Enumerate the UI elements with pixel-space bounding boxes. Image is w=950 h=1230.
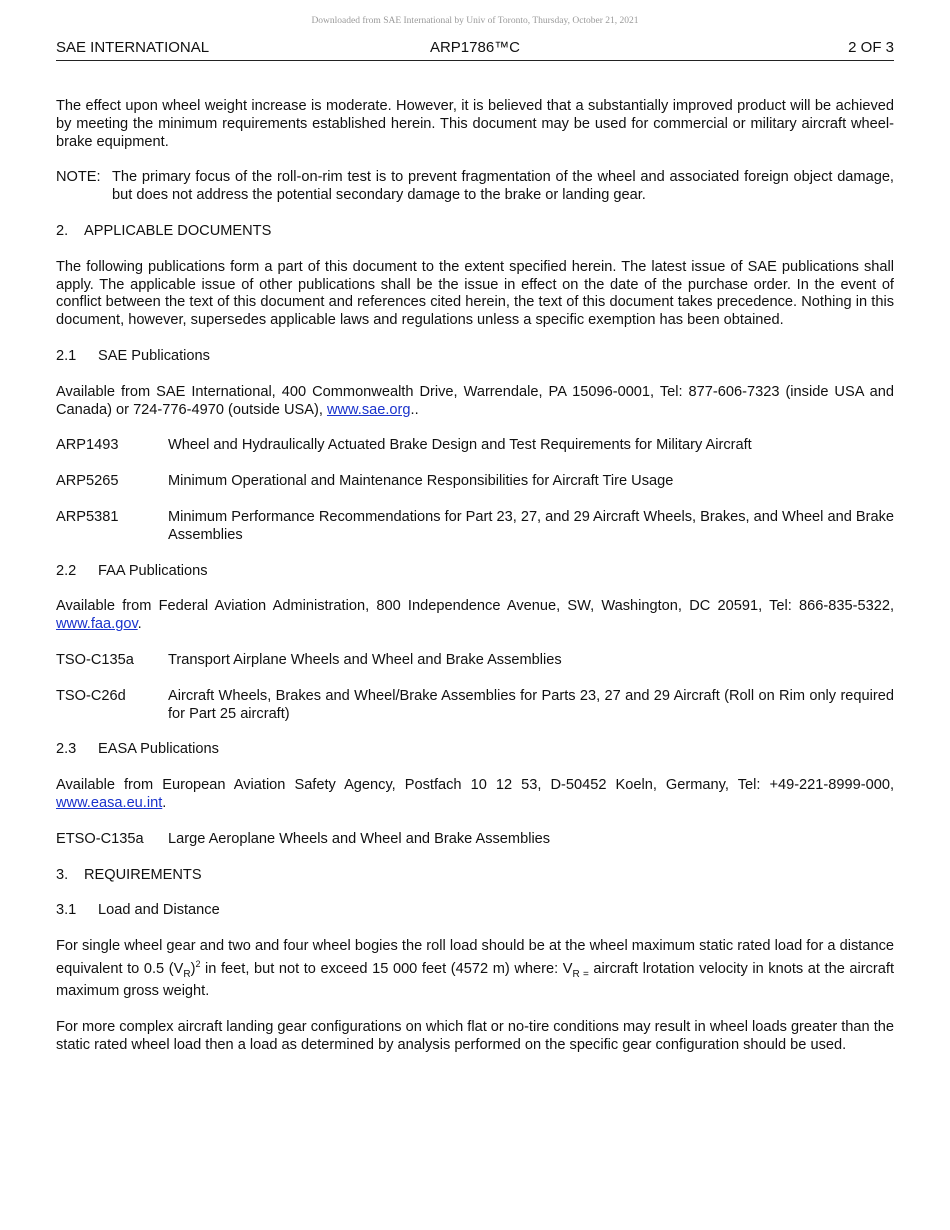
text-run: For single wheel gear and two and four wheel bogies the roll load should be at the wheel maximum static rated load for a distance equivalent to 0.5 (V	[56, 938, 894, 977]
note-block	[56, 169, 894, 205]
availability-tail: ..	[410, 401, 419, 418]
availability-tail: .	[162, 794, 167, 811]
section-3-heading	[56, 867, 894, 885]
text-run: in feet, but not to exceed 15 000 feet (4572 m) where: V	[200, 960, 573, 977]
availability-text: Available from Federal Aviation Administration, 800 Independence Avenue, SW, Washington, DC 20591, Tel: 866-835-5322,	[56, 598, 894, 615]
section-2-paragraph: The following publications form a part of this document to the extent specified herein. The latest issue of SAE publications shall apply. The applicable issue of other publications shall be the issue in effect on the date of the purchase order. In the event of conflict between the text of this document and references cited herein, the text of this document takes precedence. Nothing in this document, however, supersedes applicable laws and regulations unless a specific exemption has been obtained.	[56, 258, 894, 329]
section-title: APPLICABLE DOCUMENTS	[84, 222, 272, 239]
section-number: 3.1	[56, 902, 77, 919]
complex-gear-paragraph: For more complex aircraft landing gear configurations on which flat or no-tire conditions may result in wheel loads greater than the static rated wheel load then a load as determined by analysis performed on the specific gear configuration should be used.	[56, 1019, 894, 1054]
section-title: EASA Publications	[98, 741, 219, 758]
sae-availability	[56, 384, 894, 420]
ref-title: Transport Airplane Wheels and Wheel and Brake Assemblies	[168, 651, 562, 668]
text-run: aircraft lrotation velocity in knots at the aircraft maximum gross weight.	[56, 960, 894, 1000]
ref-code: TSO-C135a	[56, 651, 134, 668]
download-watermark: Downloaded from SAE International by Univ of Toronto, Thursday, October 21, 2021	[311, 16, 639, 26]
ref-item	[56, 437, 894, 455]
section-number: 3.	[56, 866, 69, 883]
ref-item	[56, 509, 894, 545]
header-org: SAE INTERNATIONAL	[56, 39, 210, 56]
ref-item	[56, 473, 894, 491]
document-body	[56, 98, 894, 1073]
section-2-3-heading	[56, 741, 894, 759]
ref-title: Minimum Performance Recommendations for Part 23, 27, and 29 Aircraft Wheels, Brakes, and Wheel and Brake Assemblies	[168, 508, 894, 543]
ref-title: Large Aeroplane Wheels and Wheel and Brake Assemblies	[168, 830, 551, 847]
ref-code: TSO-C26d	[56, 687, 126, 704]
header-doc-number: ARP1786™C	[429, 39, 521, 56]
section-title: FAA Publications	[98, 562, 208, 579]
section-2-1-heading	[56, 348, 894, 366]
easa-link[interactable]: www.easa.eu.int	[56, 794, 163, 811]
easa-availability	[56, 777, 894, 813]
section-number: 2.2	[56, 562, 77, 579]
section-2-2-heading	[56, 563, 894, 581]
section-3-1-heading	[56, 902, 894, 920]
availability-text: Available from SAE International, 400 Commonwealth Drive, Warrendale, PA 15096-0001, Tel: 877-606-7323 (inside USA and Canada) or 724-776-4970 (outside USA),	[56, 383, 894, 418]
section-title: REQUIREMENTS	[84, 866, 202, 883]
ref-code: ARP1493	[56, 437, 119, 454]
header-page-number: 2 OF 3	[848, 39, 894, 56]
section-title: SAE Publications	[98, 347, 210, 364]
intro-paragraph: The effect upon wheel weight increase is moderate. However, it is believed that a substantially improved product will be achieved by meeting the minimum requirements established herein. This document may be used for commercial or military aircraft wheel-brake equipment.	[56, 98, 894, 150]
ref-title: Minimum Operational and Maintenance Responsibilities for Aircraft Tire Usage	[168, 473, 674, 490]
text-run: )	[190, 960, 196, 977]
section-number: 2.1	[56, 347, 77, 364]
load-distance-paragraph	[56, 938, 894, 1001]
section-number: 2.3	[56, 741, 77, 758]
faa-link[interactable]: www.faa.gov	[56, 616, 138, 633]
ref-code: ETSO-C135a	[56, 830, 144, 847]
superscript: 2	[195, 958, 201, 969]
sae-link[interactable]: www.sae.org	[326, 401, 411, 418]
ref-item	[56, 831, 894, 849]
ref-title: Aircraft Wheels, Brakes and Wheel/Brake Assemblies for Parts 23, 27 and 29 Aircraft (Roll on Rim only required for Part 25 aircraft)	[168, 687, 894, 722]
section-2-heading	[56, 223, 894, 241]
note-text: The primary focus of the roll-on-rim test is to prevent fragmentation of the wheel and associated foreign object damage, but does not address the potential secondary damage to the brake or landing gear.	[112, 169, 894, 204]
ref-code: ARP5265	[56, 473, 119, 490]
ref-item	[56, 652, 894, 670]
page-header	[56, 38, 894, 61]
ref-item	[56, 688, 894, 724]
section-title: Load and Distance	[98, 902, 220, 919]
subscript: R	[183, 968, 191, 980]
faa-availability	[56, 598, 894, 634]
availability-tail: .	[137, 616, 142, 633]
availability-text: Available from European Aviation Safety Agency, Postfach 10 12 53, D-50452 Koeln, Germany, Tel: +49-221-8999-000,	[56, 777, 894, 794]
subscript: R =	[572, 968, 589, 980]
note-label: NOTE:	[56, 169, 101, 186]
ref-code: ARP5381	[56, 508, 119, 525]
section-number: 2.	[56, 222, 69, 239]
ref-title: Wheel and Hydraulically Actuated Brake Design and Test Requirements for Military Aircraft	[168, 437, 752, 454]
